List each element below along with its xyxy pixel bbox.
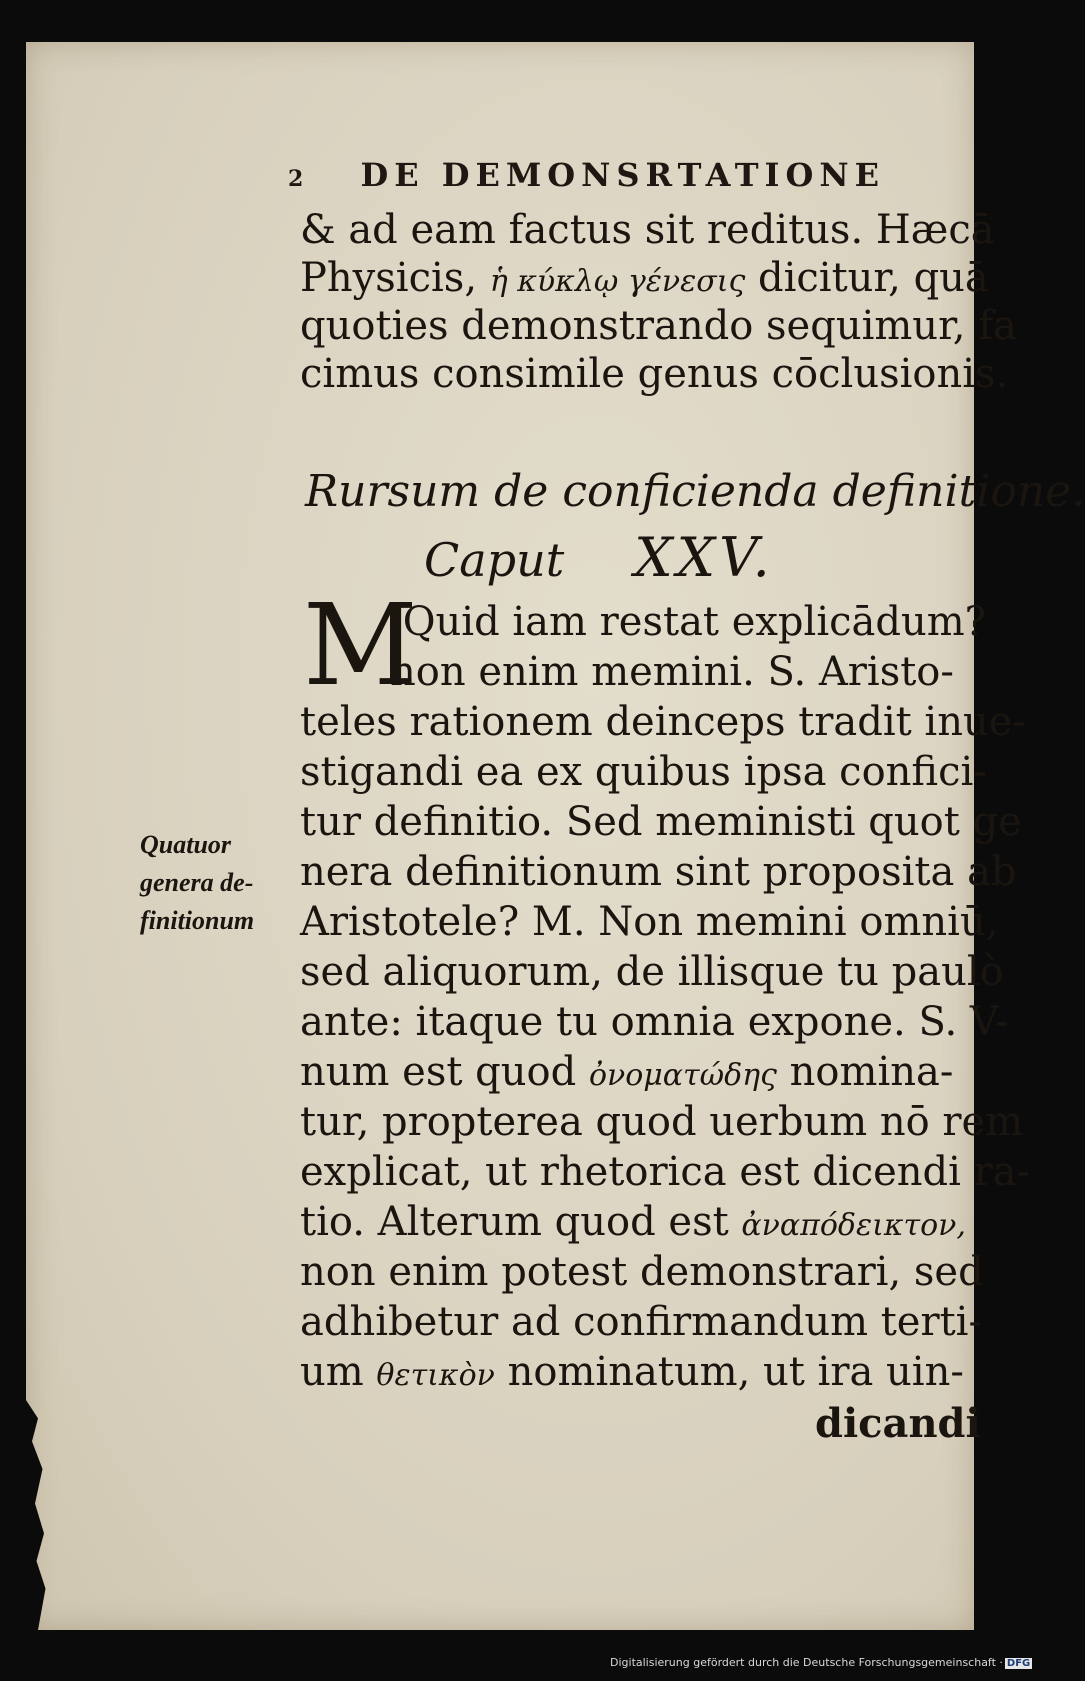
- text-line: num est quod ὀνοματώδης nomina-: [300, 1049, 954, 1095]
- credit-text: Digitalisierung gefördert durch die Deutsche Forschungsgemeinschaft ·: [610, 1656, 1003, 1669]
- greek-phrase: θετικὸν: [376, 1358, 495, 1393]
- greek-phrase: ὀνοματώδης: [588, 1058, 777, 1093]
- running-head: [288, 156, 888, 194]
- catchword: dicandi: [815, 1400, 981, 1447]
- chapter-number: [424, 526, 774, 589]
- text-line: Aristotele? M. Non memini omniū,: [300, 899, 999, 945]
- digitization-credit: [610, 1656, 1032, 1669]
- text-line: quoties demonstrando sequimur, fa: [300, 303, 1017, 349]
- text-line: tur, propterea quod uerbum nō rem: [300, 1099, 1024, 1145]
- drop-capital: M: [303, 581, 418, 711]
- text-line: & ad eam factus sit reditus. Hæcā: [300, 207, 995, 253]
- text-line: explicat, ut rhetorica est dicendi ra-: [300, 1149, 1031, 1195]
- text-line: .Quid iam restat explicādum?: [390, 599, 987, 645]
- text-line: ante: itaque tu omnia expone. S. V-: [300, 999, 1009, 1045]
- greek-phrase: ἀναπόδεικτον,: [741, 1208, 966, 1243]
- text-line: tur definitio. Sed meministi quot ge: [300, 799, 1022, 845]
- dfg-logo-icon: DFG: [1006, 1658, 1031, 1669]
- page-marker: 2: [288, 166, 310, 192]
- greek-phrase: ἡ κύκλῳ γένεσις: [489, 264, 746, 299]
- text-line: non enim potest demonstrari, sed: [300, 1249, 984, 1295]
- text-line: um θετικὸν nominatum, ut ira uin-: [300, 1349, 964, 1395]
- margin-note-line: finitionum: [140, 906, 255, 935]
- caput-label: Caput: [424, 533, 565, 587]
- chapter-title: Rursum de conficienda definitione.: [305, 466, 1085, 517]
- margin-note-line: genera de-: [140, 868, 254, 897]
- text-line: stigandi ea ex quibus ipsa confici-: [300, 749, 987, 795]
- text-line: sed aliquorum, de illisque tu paulò: [300, 949, 1004, 995]
- running-head-title: DE DEMONSRTATIONE: [360, 156, 885, 194]
- text-line: non enim memini. S. Aristo-: [390, 649, 954, 695]
- text-line: Physicis, ἡ κύκλῳ γένεσις dicitur, quā: [300, 255, 989, 301]
- margin-note-line: Quatuor: [140, 830, 232, 859]
- text-line: tio. Alterum quod est ἀναπόδεικτον,: [300, 1199, 966, 1245]
- text-line: nera definitionum sint proposita ab: [300, 849, 1017, 895]
- text-line: cimus consimile genus cōclusionis.: [300, 351, 1009, 397]
- text-line: adhibetur ad confirmandum terti-: [300, 1299, 982, 1345]
- text-line: teles rationem deinceps tradit inue-: [300, 699, 1026, 745]
- caput-numeral: XXV.: [634, 526, 774, 589]
